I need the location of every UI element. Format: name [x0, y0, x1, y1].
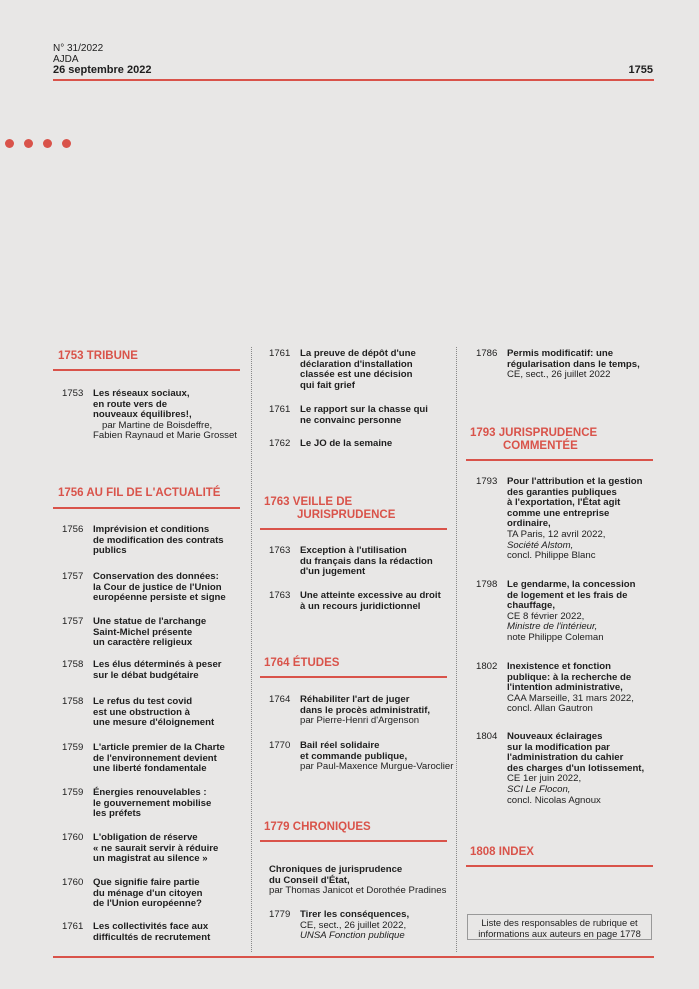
entry-title: du Conseil d'État, [269, 874, 350, 886]
issue-number: N° 31/2022 [53, 43, 104, 54]
entry-party: UNSA Fonction publique [300, 930, 405, 942]
entry-author: par Martine de Boisdeffre, [102, 419, 213, 431]
entry-page: 1758 [62, 659, 84, 670]
entry-source: CE, sect., 26 juillet 2022, [300, 919, 407, 931]
dot-icon [43, 139, 52, 148]
entry-title: Imprévision et conditions [93, 524, 210, 535]
entry-title: des charges d'un lotissement, [507, 762, 645, 774]
entry-title: Réhabiliter l'art de juger [300, 694, 410, 705]
entry-party: Ministre de l'intérieur, [507, 621, 598, 633]
entry-title: Le JO de la semaine [300, 438, 393, 449]
entry-page: 1770 [269, 740, 291, 751]
entry-party: SCI Le Flocon, [507, 783, 571, 795]
entry-source: CAA Marseille, 31 mars 2022, [507, 692, 634, 704]
entry-page: 1762 [269, 438, 291, 449]
entry-title: et commande publique, [300, 750, 408, 762]
entry-title: un caractère religieux [93, 637, 193, 649]
entry-title: qui fait grief [300, 379, 355, 391]
entry-page: 1756 [62, 524, 84, 535]
entry-source: CE, sect., 26 juillet 2022 [507, 369, 611, 381]
entry-page: 1759 [62, 742, 84, 753]
entry-title: Chroniques de jurisprudence [269, 864, 403, 875]
entry-title: La preuve de dépôt d'une [300, 348, 416, 359]
entry-title: de l'Union européenne? [93, 898, 202, 910]
entry-commentator: note Philippe Coleman [507, 631, 604, 643]
entry-title: sur le débat budgétaire [93, 669, 199, 681]
heading-line: JURISPRUDENCE [297, 509, 396, 521]
entry-page: 1761 [269, 404, 291, 415]
entry-page: 1757 [62, 616, 84, 627]
entry-title: L'article premier de la Charte [93, 742, 225, 753]
entry-title: du ménage d'un citoyen [93, 887, 203, 899]
entry-title: est une obstruction à [93, 706, 191, 718]
decorative-dots [5, 135, 81, 153]
section-rule [53, 369, 240, 371]
entry-title: une liberté fondamentale [93, 763, 207, 775]
entry-author: par Pierre-Henri d'Argenson [300, 715, 420, 727]
entry-title: le gouvernement mobilise [93, 797, 212, 809]
entry-title: Conservation des données: [93, 571, 219, 582]
entry-source: CE 8 février 2022, [507, 610, 585, 622]
dot-icon [5, 139, 14, 148]
entry-page: 1804 [476, 731, 498, 742]
page-header [53, 43, 653, 76]
heading-line: 1763 VEILLE DE [264, 496, 353, 508]
entry-title: Permis modificatif: une [507, 348, 614, 359]
entry-title: sur la modification par [507, 741, 610, 753]
entry-author: par Paul-Maxence Murgue-Varoclier [300, 761, 454, 773]
toc-entry[interactable] [269, 865, 454, 897]
entry-title: Tirer les conséquences, [300, 909, 410, 920]
entry-title: les préfets [93, 808, 141, 820]
entry-title: Une statue de l'archange [93, 616, 207, 627]
entry-title: des garanties publiques [507, 486, 617, 498]
entry-title: Énergies renouvelables : [93, 787, 207, 798]
entry-title: ne convainc personne [300, 414, 402, 426]
entry-commentator: concl. Philippe Blanc [507, 550, 596, 562]
entry-title: Une atteinte excessive au droit [300, 590, 441, 601]
entry-title: une mesure d'éloignement [93, 717, 215, 729]
entry-page: 1757 [62, 571, 84, 582]
dot-icon [62, 139, 71, 148]
entry-page: 1760 [62, 832, 84, 843]
entry-page: 1793 [476, 476, 498, 487]
section-rule [466, 865, 653, 867]
entry-title: Le rapport sur la chasse qui [300, 404, 428, 415]
entry-title: de modification des contrats [93, 534, 224, 546]
entry-title: l'intention administrative, [507, 682, 623, 694]
page-number: 1755 [628, 64, 653, 76]
entry-commentator: concl. Allan Gautron [507, 703, 593, 715]
entry-page: 1798 [476, 579, 498, 590]
section-rule [53, 507, 240, 509]
entry-title: chauffage, [507, 600, 555, 612]
entry-title: difficultés de recrutement [93, 931, 211, 943]
section-rule [466, 459, 653, 461]
entry-source: CE 1er juin 2022, [507, 773, 582, 785]
toc-entry[interactable] [269, 910, 454, 944]
entry-title: Le gendarme, la concession [507, 579, 636, 590]
column-separator [251, 347, 252, 952]
entry-page: 1761 [269, 348, 291, 359]
entry-title: Que signifie faire partie [93, 877, 200, 888]
entry-title: Les réseaux sociaux, [93, 388, 190, 399]
entry-page: 1753 [62, 388, 84, 399]
entry-title: Inexistence et fonction [507, 661, 611, 672]
entry-author: par Thomas Janicot et Dorothée Pradines [269, 885, 447, 897]
entry-title: publics [93, 545, 127, 557]
entry-commentator: concl. Nicolas Agnoux [507, 794, 601, 806]
entry-title: Bail réel solidaire [300, 740, 380, 751]
section-rule [260, 840, 447, 842]
entry-page: 1760 [62, 877, 84, 888]
entry-title: Le refus du test covid [93, 696, 193, 707]
entry-party: Société Alstom, [507, 539, 574, 551]
toc-entry[interactable] [62, 389, 247, 445]
entry-title: nouveaux équilibres!, [93, 409, 192, 421]
entry-title: classée est une décision [300, 369, 413, 381]
dot-icon [24, 139, 33, 148]
entry-title: « ne saurait servir à réduire [93, 842, 219, 854]
entry-source: TA Paris, 12 avril 2022, [507, 528, 606, 540]
entry-title: du français dans la rédaction [300, 555, 433, 567]
entry-page: 1758 [62, 696, 84, 707]
entry-page: 1763 [269, 545, 291, 556]
entry-title: en route vers de [93, 398, 168, 410]
section-rule [260, 528, 447, 530]
note-line: Liste des responsables de rubrique et [481, 917, 638, 928]
entry-title: ordinaire, [507, 518, 551, 530]
entry-title: Exception à l'utilisation [300, 545, 407, 556]
entry-title: un magistrat au silence » [93, 853, 208, 865]
heading-line: COMMENTÉE [503, 440, 578, 452]
section-heading-etudes: 1764 ÉTUDES [264, 657, 340, 669]
entry-title: comme une entreprise [507, 507, 610, 519]
entry-title: Pour l'attribution et la gestion [507, 476, 643, 487]
journal-name: AJDA [53, 54, 79, 65]
note-line: informations aux auteurs en page 1778 [478, 928, 641, 939]
entry-page: 1779 [269, 909, 291, 920]
entry-title: Saint-Michel présente [93, 626, 193, 638]
footer-rule [53, 956, 654, 958]
column-separator [456, 347, 457, 952]
section-heading-chroniques: 1779 CHRONIQUES [264, 821, 371, 833]
entry-author: Fabien Raynaud et Marie Grosset [93, 430, 237, 442]
header-rule [53, 79, 654, 81]
entry-title: dans le procès administratif, [300, 704, 431, 716]
entry-title: Les collectivités face aux [93, 921, 209, 932]
entry-title: de logement et les frais de [507, 589, 628, 601]
contributors-note [467, 914, 652, 940]
entry-title: à un recours juridictionnel [300, 600, 421, 612]
entry-title: déclaration d'installation [300, 358, 413, 370]
entry-page: 1764 [269, 694, 291, 705]
entry-title: régularisation dans le temps, [507, 358, 640, 370]
section-heading-commentee [470, 427, 597, 453]
entry-title: d'un jugement [300, 566, 366, 578]
entry-page: 1786 [476, 348, 498, 359]
heading-line: 1793 JURISPRUDENCE [470, 427, 598, 439]
section-heading-index: 1808 INDEX [470, 846, 534, 858]
entry-title: publique: à la recherche de [507, 671, 632, 683]
entry-page: 1759 [62, 787, 84, 798]
entry-title: Les élus déterminés à peser [93, 659, 222, 670]
entry-title: Nouveaux éclairages [507, 731, 603, 742]
section-rule [260, 676, 447, 678]
entry-title: la Cour de justice de l'Union [93, 581, 222, 593]
entry-page: 1763 [269, 590, 291, 601]
section-heading-tribune: 1753 TRIBUNE [58, 350, 138, 362]
entry-title: L'obligation de réserve [93, 832, 198, 843]
issue-date: 26 septembre 2022 [53, 64, 152, 76]
section-heading-veille [264, 496, 395, 522]
section-heading-actualite: 1756 AU FIL DE L'ACTUALITÉ [58, 487, 221, 499]
entry-page: 1802 [476, 661, 498, 672]
entry-title: l'administration du cahier [507, 752, 624, 764]
entry-title: européenne persiste et signe [93, 592, 226, 604]
entry-title: à l'exportation, l'État agit [507, 497, 621, 509]
entry-title: de l'environnement devient [93, 752, 217, 764]
toc-entry[interactable] [476, 349, 661, 385]
entry-page: 1761 [62, 921, 84, 932]
